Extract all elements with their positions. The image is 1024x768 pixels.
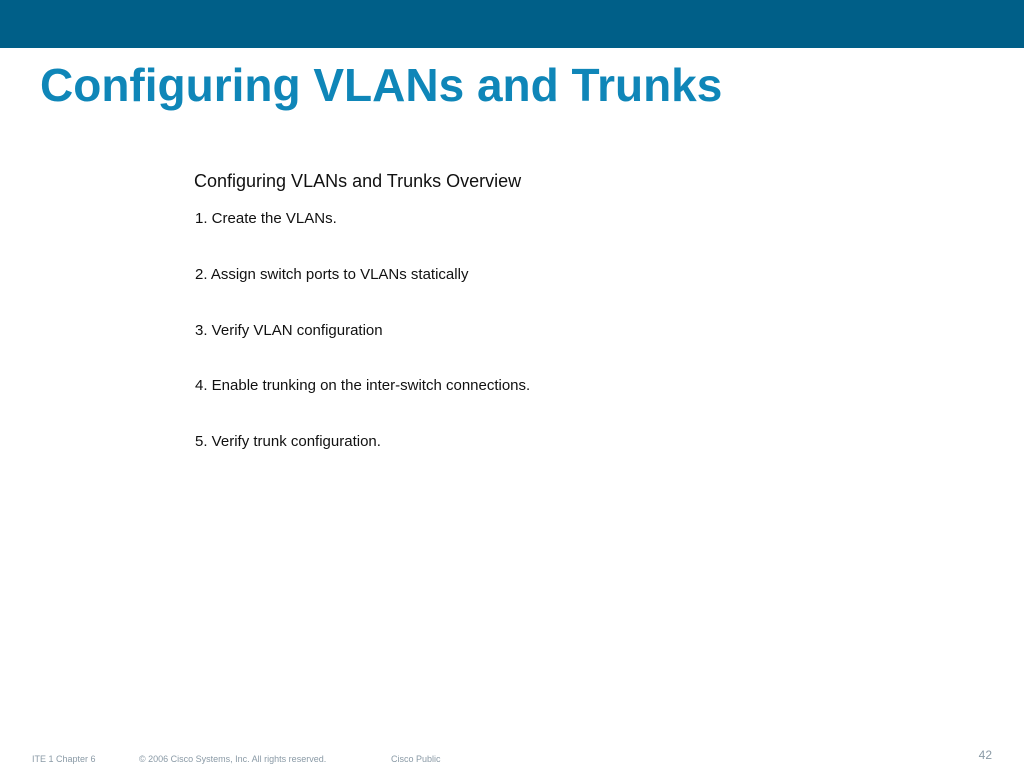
step-item: 4. Enable trunking on the inter-switch connections. <box>195 377 531 394</box>
footer-copyright: © 2006 Cisco Systems, Inc. All rights reserved. <box>139 754 327 764</box>
step-item: 5. Verify trunk configuration. <box>195 433 381 450</box>
footer-classification: Cisco Public <box>391 754 441 764</box>
header-band <box>0 0 1024 48</box>
overview-heading: Configuring VLANs and Trunks Overview <box>194 171 522 191</box>
step-item: 1. Create the VLANs. <box>195 210 337 227</box>
footer-chapter: ITE 1 Chapter 6 <box>32 754 96 764</box>
step-item: 2. Assign switch ports to VLANs statically <box>195 266 469 283</box>
page-number: 42 <box>978 748 992 762</box>
step-item: 3. Verify VLAN configuration <box>195 322 383 339</box>
overview-image <box>194 168 634 468</box>
slide-title: Configuring VLANs and Trunks <box>40 59 723 111</box>
